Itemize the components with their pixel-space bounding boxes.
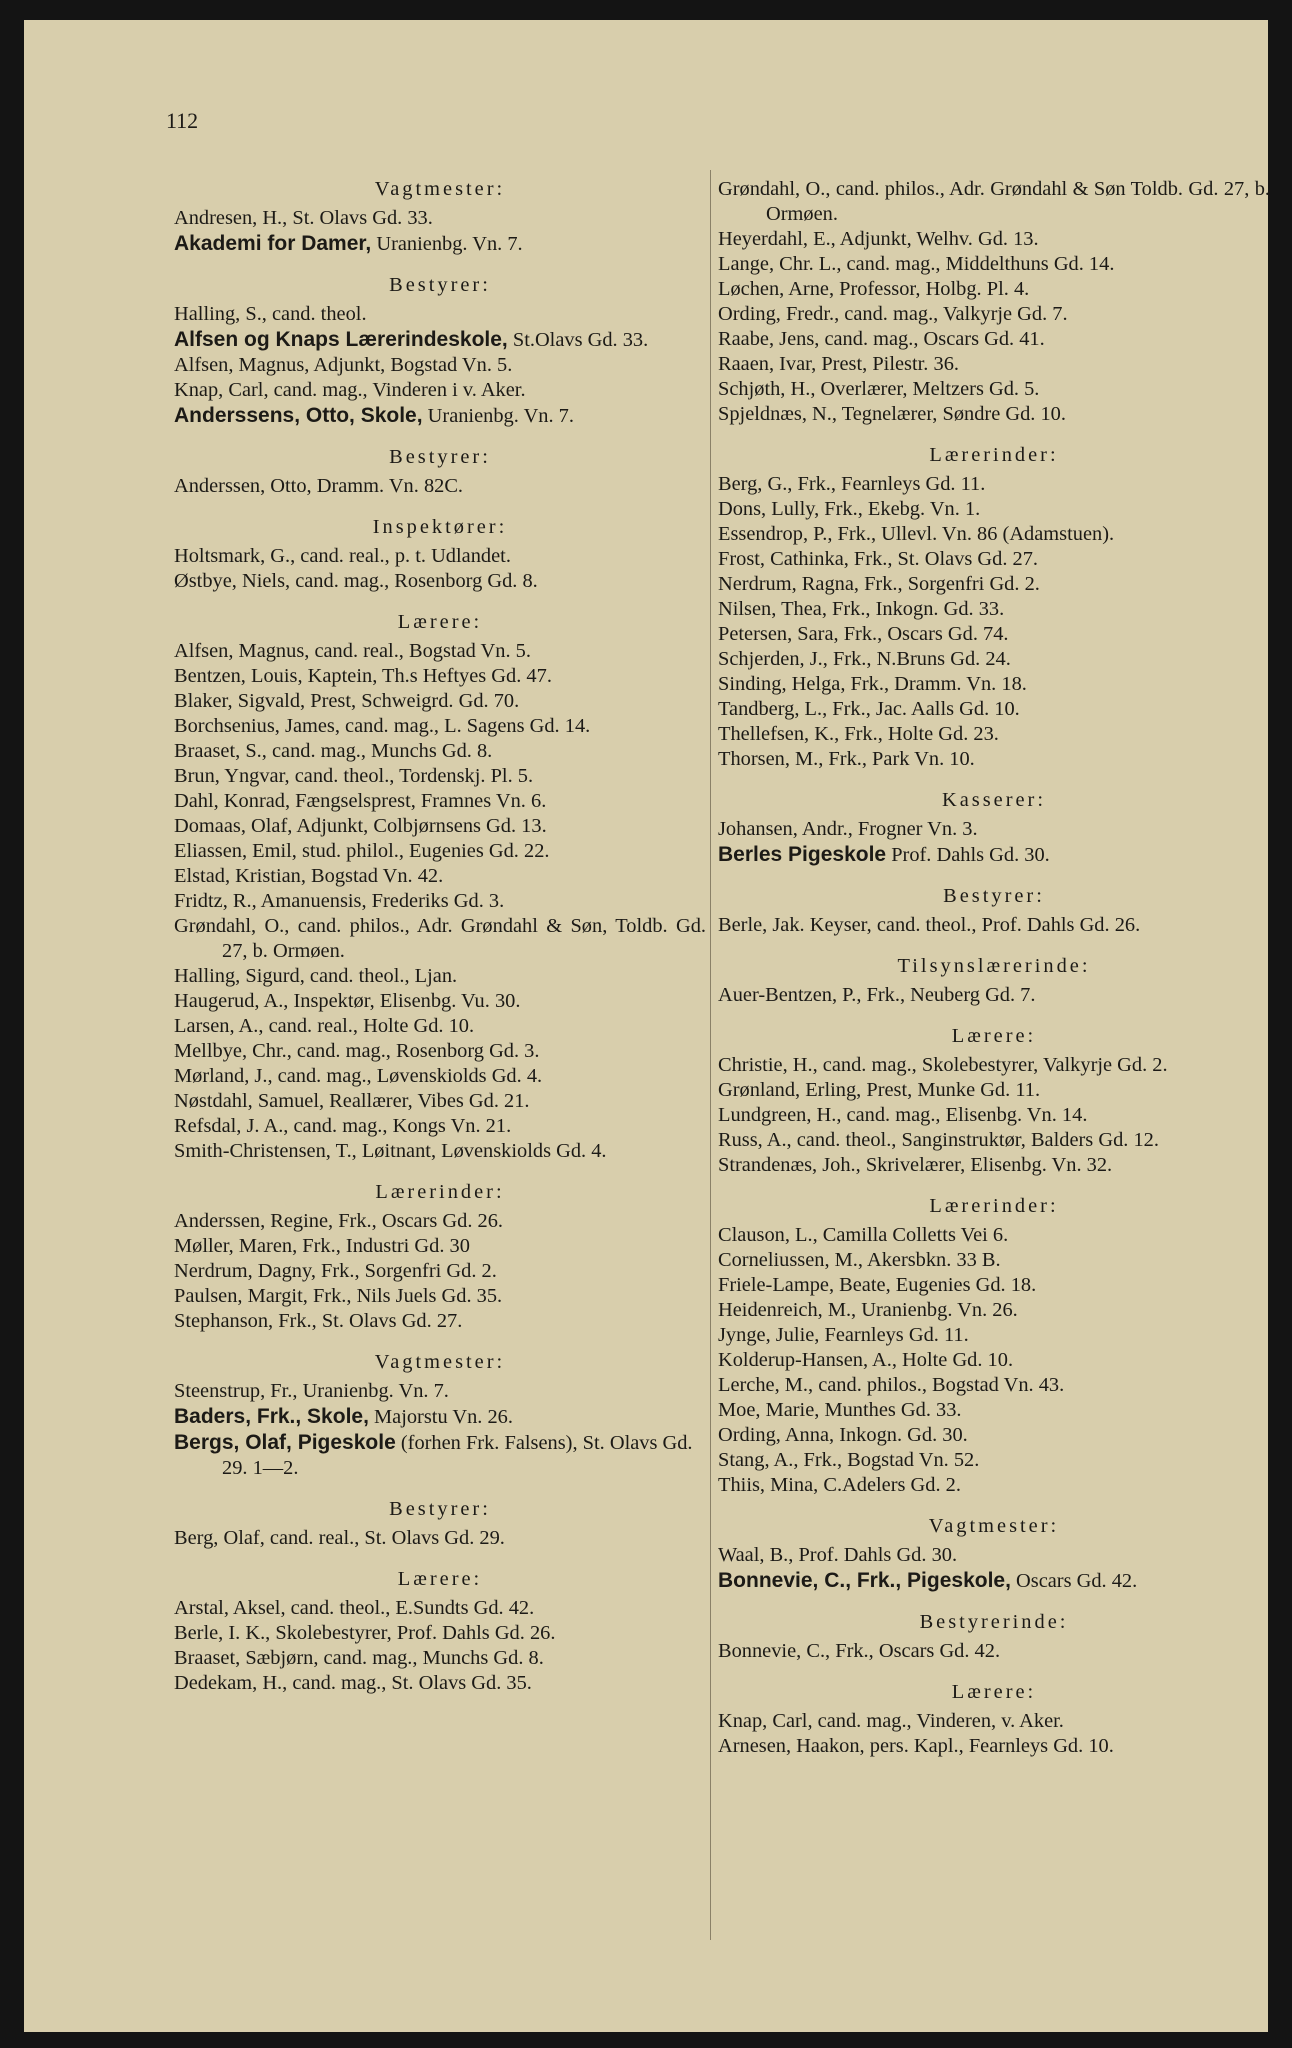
directory-entry: Smith-Christensen, T., Løitnant, Løvenskiolds Gd. 4. [174,1140,607,1162]
directory-entry: Heyerdahl, E., Adjunkt, Welhv. Gd. 13. [718,228,1039,250]
section-heading: Bestyrer: [389,274,491,296]
directory-entry: Johansen, Andr., Frogner Vn. 3. [718,818,978,840]
directory-entry: Halling, S., cand. theol. [174,303,367,325]
section-heading: Tilsynslærerinde: [897,955,1091,977]
directory-entry: Holtsmark, G., cand. real., p. t. Udlandet. [174,545,511,567]
directory-entry: Dahl, Konrad, Fængselsprest, Framnes Vn. 6. [174,790,547,812]
school-header [718,842,1270,868]
directory-entry: Sinding, Helga, Frk., Dramm. Vn. 18. [718,673,1027,695]
section-heading: Inspektører: [372,516,508,538]
directory-entry: Raaen, Ivar, Prest, Pilestr. 36. [718,353,959,375]
school-name: Akademi for Damer, [174,232,372,255]
directory-entry: Corneliussen, M., Akersbkn. 33 B. [718,1249,1001,1271]
school-name: Baders, Frk., Skole, [174,1405,369,1428]
school-name: Anderssens, Otto, Skole, [174,404,423,427]
directory-entry: Fridtz, R., Amanuensis, Frederiks Gd. 3. [174,890,505,912]
directory-entry: Braaset, Sæbjørn, cand. mag., Munchs Gd. 8. [174,1647,544,1669]
directory-entry: Petersen, Sara, Frk., Oscars Gd. 74. [718,623,1009,645]
section-heading: Bestyrer: [389,1498,491,1520]
page-number: 112 [166,108,199,133]
directory-entry: Arnesen, Haakon, pers. Kapl., Fearnleys Gd. 10. [718,1735,1114,1757]
directory-entry: Haugerud, A., Inspektør, Elisenbg. Vu. 30. [174,990,521,1012]
school-address: Uranienbg. Vn. 7. [371,233,523,255]
directory-entry: Møller, Maren, Frk., Industri Gd. 30 [174,1235,470,1257]
section-heading: Bestyrerinde: [919,1611,1069,1633]
right-column [718,177,1270,1759]
directory-entry: Larsen, A., cand. real., Holte Gd. 10. [174,1015,475,1037]
directory-entry: Borchsenius, James, cand. mag., L. Sagens Gd. 14. [174,715,591,737]
directory-entry: Grøndahl, O., cand. philos., Adr. Grøndahl & Søn, Toldb. Gd. 27, b. Ormøen. [174,915,706,962]
section-heading: Bestyrer: [943,885,1045,907]
directory-entry: Moe, Marie, Munthes Gd. 33. [718,1399,962,1421]
directory-entry: Nøstdahl, Samuel, Reallærer, Vibes Gd. 21. [174,1090,530,1112]
directory-entry: Dedekam, H., cand. mag., St. Olavs Gd. 35. [174,1672,532,1694]
directory-entry: Waal, B., Prof. Dahls Gd. 30. [718,1544,958,1566]
directory-entry: Anderssen, Regine, Frk., Oscars Gd. 26. [174,1210,504,1232]
directory-entry: Kolderup-Hansen, A., Holte Gd. 10. [718,1349,1014,1371]
section-heading: Lærere: [397,1568,483,1590]
directory-entry: Grønland, Erling, Prest, Munke Gd. 11. [718,1079,1041,1101]
directory-entry: Dons, Lully, Frk., Ekebg. Vn. 1. [718,498,981,520]
directory-entry: Berle, I. K., Skolebestyrer, Prof. Dahls Gd. 26. [174,1622,556,1644]
directory-entry: Østbye, Niels, cand. mag., Rosenborg Gd. 8. [174,570,538,592]
left-column [174,177,706,1696]
directory-entry: Halling, Sigurd, cand. theol., Ljan. [174,965,458,987]
directory-entry: Spjeldnæs, N., Tegnelærer, Søndre Gd. 10. [718,403,1066,425]
directory-entry: Steenstrup, Fr., Uranienbg. Vn. 7. [174,1380,449,1402]
directory-entry: Stephanson, Frk., St. Olavs Gd. 27. [174,1310,463,1332]
section-heading: Lærere: [397,611,483,633]
directory-entry: Brun, Yngvar, cand. theol., Tordenskj. Pl. 5. [174,765,534,787]
directory-entry: Nerdrum, Dagny, Frk., Sorgenfri Gd. 2. [174,1260,497,1282]
section-heading: Lærere: [951,1681,1037,1703]
directory-entry: Lundgreen, H., cand. mag., Elisenbg. Vn. 14. [718,1104,1088,1126]
school-header [174,327,706,353]
directory-entry: Eliassen, Emil, stud. philol., Eugenies Gd. 22. [174,840,550,862]
directory-entry: Strandenæs, Joh., Skrivelærer, Elisenbg. Vn. 32. [718,1154,1113,1176]
section-heading: Lærerinder: [929,1195,1059,1217]
section-heading: Vagtmester: [374,178,506,200]
section-heading: Lærerinder: [375,1181,505,1203]
directory-entry: Nerdrum, Ragna, Frk., Sorgenfri Gd. 2. [718,573,1040,595]
directory-entry: Berle, Jak. Keyser, cand. theol., Prof. Dahls Gd. 26. [718,914,1141,936]
directory-entry: Thorsen, M., Frk., Park Vn. 10. [718,748,975,770]
directory-entry: Nilsen, Thea, Frk., Inkogn. Gd. 33. [718,598,1005,620]
column-divider [710,170,711,1940]
directory-entry: Schjerden, J., Frk., N.Bruns Gd. 24. [718,648,1011,670]
directory-entry: Mørland, J., cand. mag., Løvenskiolds Gd. 4. [174,1065,543,1087]
directory-entry: Heidenreich, M., Uranienbg. Vn. 26. [718,1299,1018,1321]
directory-entry: Friele-Lampe, Beate, Eugenies Gd. 18. [718,1274,1037,1296]
section-heading: Kasserer: [942,789,1046,811]
directory-entry: Braaset, S., cand. mag., Munchs Gd. 8. [174,740,493,762]
directory-entry: Jynge, Julie, Fearnleys Gd. 11. [718,1324,969,1346]
directory-entry: Løchen, Arne, Professor, Holbg. Pl. 4. [718,278,1030,300]
section-heading: Vagtmester: [374,1351,506,1373]
school-header [174,1430,706,1481]
directory-entry: Clauson, L., Camilla Colletts Vei 6. [718,1224,1009,1246]
directory-entry: Essendrop, P., Frk., Ullevl. Vn. 86 (Adamstuen). [718,523,1115,545]
directory-entry: Schjøth, H., Overlærer, Meltzers Gd. 5. [718,378,1040,400]
school-header [174,403,706,429]
directory-entry: Berg, Olaf, cand. real., St. Olavs Gd. 29. [174,1527,505,1549]
directory-entry: Frost, Cathinka, Frk., St. Olavs Gd. 27. [718,548,1039,570]
directory-entry: Elstad, Kristian, Bogstad Vn. 42. [174,865,444,887]
directory-entry: Auer-Bentzen, P., Frk., Neuberg Gd. 7. [718,984,1036,1006]
section-heading: Bestyrer: [389,446,491,468]
school-address: St.Olavs Gd. 33. [507,329,649,351]
directory-entry: Alfsen, Magnus, Adjunkt, Bogstad Vn. 5. [174,354,513,376]
school-name: Alfsen og Knaps Lærerindeskole, [174,328,508,351]
directory-entry: Alfsen, Magnus, cand. real., Bogstad Vn. 5. [174,640,531,662]
directory-entry: Ording, Fredr., cand. mag., Valkyrje Gd. 7. [718,303,1068,325]
directory-entry: Grøndahl, O., cand. philos., Adr. Grøndahl & Søn Toldb. Gd. 27, b. Ormøen. [718,178,1270,225]
directory-entry: Lerche, M., cand. philos., Bogstad Vn. 43. [718,1374,1065,1396]
directory-entry: Bonnevie, C., Frk., Oscars Gd. 42. [718,1640,1001,1662]
school-header [174,231,706,257]
directory-entry: Mellbye, Chr., cand. mag., Rosenborg Gd. 3. [174,1040,540,1062]
school-address: (forhen Frk. Falsens), St. Olavs Gd. 29. 1—2. [222,1432,693,1479]
school-address: Oscars Gd. 42. [1010,1570,1138,1592]
directory-entry: Paulsen, Margit, Frk., Nils Juels Gd. 35. [174,1285,503,1307]
school-address: Prof. Dahls Gd. 30. [886,844,1050,866]
section-heading: Lærerinder: [929,444,1059,466]
directory-entry: Tandberg, L., Frk., Jac. Aalls Gd. 10. [718,698,1020,720]
directory-entry: Bentzen, Louis, Kaptein, Th.s Heftyes Gd. 47. [174,665,552,687]
directory-entry: Andresen, H., St. Olavs Gd. 33. [174,207,433,229]
directory-entry: Lange, Chr. L., cand. mag., Middelthuns Gd. 14. [718,253,1115,275]
section-heading: Vagtmester: [928,1515,1060,1537]
school-header [718,1568,1270,1594]
directory-entry: Thiis, Mina, C.Adelers Gd. 2. [718,1474,961,1496]
directory-entry: Refsdal, J. A., cand. mag., Kongs Vn. 21. [174,1115,512,1137]
directory-entry: Ording, Anna, Inkogn. Gd. 30. [718,1424,968,1446]
directory-entry: Anderssen, Otto, Dramm. Vn. 82C. [174,475,464,497]
directory-entry: Thellefsen, K., Frk., Holte Gd. 23. [718,723,999,745]
directory-entry: Blaker, Sigvald, Prest, Schweigrd. Gd. 70. [174,690,520,712]
school-name: Bergs, Olaf, Pigeskole [174,1431,396,1454]
directory-entry: Christie, H., cand. mag., Skolebestyrer, Valkyrje Gd. 2. [718,1054,1168,1076]
directory-entry: Raabe, Jens, cand. mag., Oscars Gd. 41. [718,328,1045,350]
section-heading: Lærere: [951,1025,1037,1047]
directory-entry: Knap, Carl, cand. mag., Vinderen i v. Aker. [174,379,526,401]
school-address: Uranienbg. Vn. 7. [422,405,574,427]
school-name: Bonnevie, C., Frk., Pigeskole, [718,1569,1011,1592]
directory-entry: Arstal, Aksel, cand. theol., E.Sundts Gd. 42. [174,1597,535,1619]
school-header [174,1404,706,1430]
school-address: Majorstu Vn. 26. [368,1406,513,1428]
directory-page [24,20,1268,2032]
directory-entry: Russ, A., cand. theol., Sanginstruktør, Balders Gd. 12. [718,1129,1159,1151]
school-name: Berles Pigeskole [718,843,887,866]
directory-entry: Stang, A., Frk., Bogstad Vn. 52. [718,1449,980,1471]
directory-entry: Berg, G., Frk., Fearnleys Gd. 11. [718,473,986,495]
directory-entry: Domaas, Olaf, Adjunkt, Colbjørnsens Gd. 13. [174,815,547,837]
directory-entry: Knap, Carl, cand. mag., Vinderen, v. Aker. [718,1710,1064,1732]
